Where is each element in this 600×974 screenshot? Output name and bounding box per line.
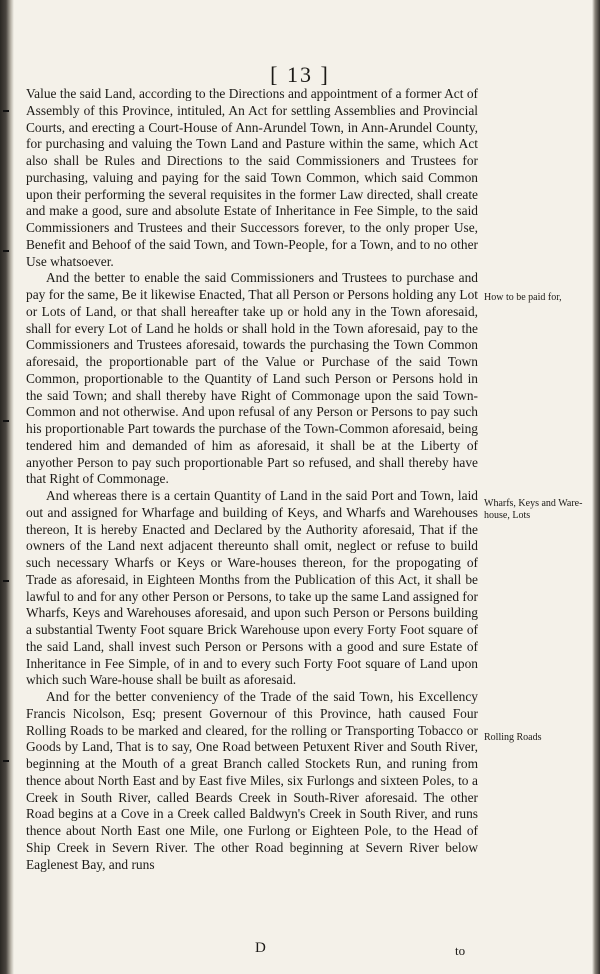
margin-note-rolling-roads: Rolling Roads [484, 732, 542, 743]
gutter-mark [3, 580, 9, 582]
paragraph-wharfs-and-warehouses: And whereas there is a certain Quantity of Land in the said Port and Town, laid out and assigned for Wharfage and building of Keys, and Wharfs and Warehouses thereon, It is hereby Enacted and Declared by the Authority aforesaid, That if the owners of the Land next adjacent thereunto shall omit, neglect or refuse to build such necessary Wharfs or Keys or Ware-houses thereon, for the propogating of Trade as aforesaid, in Eighteen Months from the Publication of this Act, it shall be lawful to and for any other Person or Persons, to take up the same Land assigned for Wharfs, Keys and Warehouses aforesaid, and upon such Person or Persons building a substantial Twenty Foot square Brick Warehouse upon every Forty Foot square of the said Land, shall invest such Person or Persons with a good and sure Estate of Inheritance in Fee Simple, of in and to every such Forty Foot square of Land upon which such Ware-house shall be built as aforesaid. [26, 488, 478, 688]
signature-mark: D [255, 940, 266, 956]
paragraph-rolling-roads: And for the better conveniency of the Trade of the said Town, his Excellency Francis Nicolson, Esq; present Governour of this Province, hath caused Four Rolling Roads to be marked and cleared, for the rolling or Transporting Tobacco or Goods by Land, That is to say, One Road between Petuxent River and South River, beginning at the Mouth of a great Branch called Stockets Run, and runing from thence about North East and by East five Miles, six Furlongs and sixteen Poles, to a Creek in South River, called Beards Creek in South-River aforesaid. The other Road begins at a Cove in a Creek called Baldwyn's Creek in South River, and runs thence about North East one Mile, one Furlong or Eighteen Pole, to the Head of Ship Creek in Severn River. The other Road beginning at Severn River below Eaglenest Bay, and runs [26, 689, 478, 872]
body-text [26, 86, 478, 873]
paragraph-payment-for-common: And the better to enable the said Commissioners and Trustees to purchase and pay for the same, Be it likewise Enacted, That all Person or Persons holding any Lot or Lots of Land, or that shall hereafter take up or hold any in the Town aforesaid, shall for every Lot of Land he holds or shall hold in the Town aforesaid, pay to the Commissioners and Trustees aforesaid, towards the purchasing the Town Common aforesaid, the proportionable part of the Value or Purchase of the said Town Common, proportionable to the Quantity of Land such Person or Persons hold in the said Town; and shall thereby have Right of Commonage upon the said Town-Common and not otherwise. And upon refusal of any Person or Persons to pay such his proportionable Part towards the purchase of the Town-Common aforesaid, being tendered him and demanded of him as aforesaid, it shall be at the Liberty of anyother Person to pay such proportionable Part so refused, and shall thereby have that Right of Commonage. [26, 270, 478, 487]
paragraph-town-common-valuation: Value the said Land, according to the Directions and appointment of a former Act of Assembly of this Province, intituled, An Act for settling Assemblies and Provincial Courts, and erecting a Court-House of Ann-Arundel Town, in Ann-Arundel County, for purchasing and valuing the Town Land and Pasture within the same, which Act also shall be Rules and Directions to the said Commissioners and Trustees for purchasing, valuing and paying for the said Town Common, which said Common upon their performing the several requisites in the former Law directed, shall create and make a good, sure and absolute Estate of Inheritance in Fee Simple, to the said Commissioners and Trustees and their Successors forever, to the only proper Use, Benefit and Behoof of the said Town, and Town-People, for a Town, and to no other Use whatsoever. [26, 86, 478, 269]
gutter-mark [3, 420, 9, 422]
catchword: to [455, 943, 466, 958]
gutter-mark [3, 110, 9, 112]
margin-note-wharfs-keys: Wharfs, Keys and Ware-house, Lots [484, 498, 583, 521]
gutter-mark [3, 250, 9, 252]
page-edge-shadow [592, 0, 600, 974]
page-number: [ 13 ] [270, 62, 330, 87]
margin-note-how-to-be-paid: How to be paid for, [484, 292, 562, 303]
binding-gutter [0, 0, 14, 974]
gutter-mark [3, 760, 9, 762]
